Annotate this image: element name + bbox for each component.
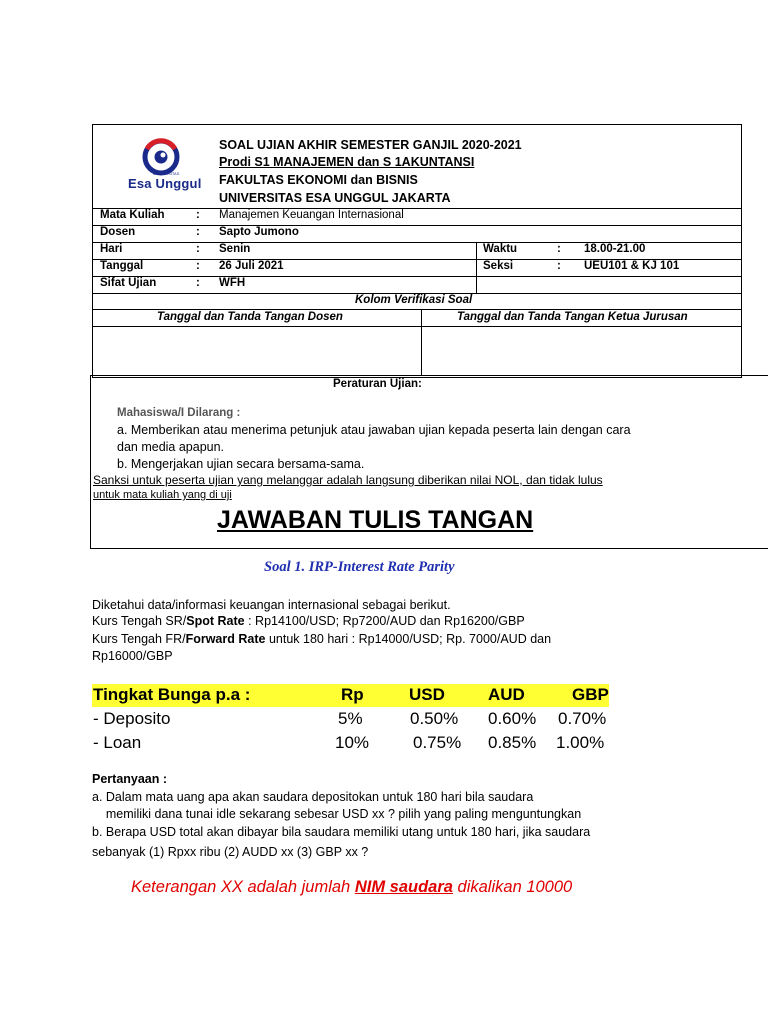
rule-item-a-cont: dan media apapun.: [117, 440, 225, 454]
sanction-text: Sanksi untuk peserta ujian yang melanggar adalah langsung diberikan nilai NOL, dan tidak lulus: [93, 473, 603, 487]
info-sep: :: [196, 277, 200, 289]
rules-subtitle: Mahasiswa/I Dilarang :: [117, 407, 241, 419]
head-signature-label: Tanggal dan Tanda Tangan Ketua Jurusan: [457, 311, 688, 323]
logo-wordmark: Esa Unggul: [128, 176, 202, 191]
table-divider: [476, 242, 477, 293]
info-sep: :: [196, 226, 200, 238]
table-rule: [92, 276, 742, 277]
question-a: a. Dalam mata uang apa akan saudara depositokan untuk 180 hari bila saudara: [92, 790, 534, 804]
rate-cell: 0.75%: [413, 733, 462, 752]
nim-note-bold: NIM saudara: [354, 878, 453, 896]
sanction-text-cont: untuk mata kuliah yang di uji: [93, 489, 232, 501]
university-title: UNIVERSITAS ESA UNGGUL JAKARTA: [219, 191, 451, 205]
spot-rate-values: : Rp14100/USD; Rp7200/AUD dan Rp16200/GBP: [244, 614, 525, 628]
spot-rate-prefix: Kurs Tengah SR/: [92, 614, 187, 628]
info-sep: :: [196, 260, 200, 272]
question-title: Soal 1. IRP-Interest Rate Parity: [264, 559, 455, 575]
table-rule: [92, 309, 742, 310]
rate-header-usd: USD: [409, 685, 445, 704]
info-sep: :: [196, 209, 200, 221]
lecturer-value: Sapto Jumono: [219, 226, 299, 238]
rate-header-gbp: GBP: [572, 685, 609, 704]
spot-rate-line: [92, 614, 525, 628]
forward-rate-values: untuk 180 hari : Rp14000/USD; Rp. 7000/AUD dan: [265, 632, 552, 646]
table-rule: [92, 225, 742, 226]
rate-cell: 0.60%: [488, 709, 537, 728]
info-sep: :: [557, 260, 561, 272]
spot-rate-label: Spot Rate: [186, 614, 245, 628]
rate-row-label: - Deposito: [93, 709, 171, 728]
rate-cell: 0.85%: [488, 733, 537, 752]
rate-cell: 10%: [335, 733, 370, 752]
nim-note-post: dikalikan 10000: [452, 878, 573, 896]
rate-header-rp: Rp: [341, 685, 364, 704]
verification-title: Kolom Verifikasi Soal: [355, 294, 473, 306]
question-b-cont: sebanyak (1) Rpxx ribu (2) AUDD xx (3) GBP xx ?: [92, 845, 369, 859]
logo-subtext: UNIVERSITAS: [153, 171, 180, 176]
rule-item-a: a. Memberikan atau menerima petunjuk atau jawaban ujian kepada peserta lain dengan cara: [117, 423, 631, 437]
info-label: Waktu: [483, 243, 518, 255]
exam-title: SOAL UJIAN AKHIR SEMESTER GANJIL 2020-2021: [219, 138, 522, 152]
info-sep: :: [557, 243, 561, 255]
info-label: Seksi: [483, 260, 514, 272]
question-intro: Diketahui data/informasi keuangan internasional sebagai berikut.: [92, 598, 451, 612]
question-b: b. Berapa USD total akan dibayar bila saudara memiliki utang untuk 180 hari, jika saudara: [92, 825, 591, 839]
time-value: 18.00-21.00: [584, 243, 646, 255]
exam-mode-value: WFH: [219, 277, 246, 289]
program-title: Prodi S1 MANAJEMEN dan S 1AKUNTANSI: [219, 155, 475, 169]
forward-rate-cont: Rp16000/GBP: [92, 649, 173, 663]
day-value: Senin: [219, 243, 251, 255]
course-value: Manajemen Keuangan Internasional: [219, 209, 404, 221]
rules-title: Peraturan Ujian:: [333, 378, 422, 390]
rate-row-label: - Loan: [93, 733, 142, 752]
info-sep: :: [196, 243, 200, 255]
info-label: Mata Kuliah: [100, 209, 165, 221]
rate-cell: 0.50%: [410, 709, 459, 728]
info-label: Tanggal: [100, 260, 144, 272]
nim-note-pre: Keterangan XX adalah jumlah: [131, 878, 355, 896]
info-label: Sifat Ujian: [100, 277, 157, 289]
date-value: 26 Juli 2021: [219, 260, 284, 272]
table-rule: [92, 326, 742, 327]
rule-item-b: b. Mengerjakan ujian secara bersama-sama.: [117, 457, 365, 471]
table-rule: [92, 208, 742, 209]
forward-rate-prefix: Kurs Tengah FR/: [92, 632, 186, 646]
section-value: UEU101 & KJ 101: [584, 260, 680, 272]
rate-cell: 0.70%: [558, 709, 607, 728]
forward-rate-line: [92, 632, 551, 646]
questions-title: Pertanyaan :: [92, 772, 168, 786]
lecturer-signature-label: Tanggal dan Tanda Tangan Dosen: [157, 311, 343, 323]
rate-cell: 1.00%: [556, 733, 605, 752]
rate-header-aud: AUD: [488, 685, 525, 704]
table-divider: [421, 309, 422, 376]
faculty-title: FAKULTAS EKONOMI dan BISNIS: [219, 173, 418, 187]
rate-header-label: Tingkat Bunga p.a :: [93, 685, 251, 704]
info-label: Hari: [100, 243, 123, 255]
info-label: Dosen: [100, 226, 136, 238]
handwritten-answer-title: JAWABAN TULIS TANGAN: [217, 506, 534, 534]
forward-rate-label: Forward Rate: [185, 632, 266, 646]
rate-cell: 5%: [338, 709, 363, 728]
question-a-cont: memiliki dana tunai idle sekarang sebesar USD xx ? pilih yang paling menguntungkan: [92, 807, 582, 821]
nim-note: [131, 878, 572, 897]
